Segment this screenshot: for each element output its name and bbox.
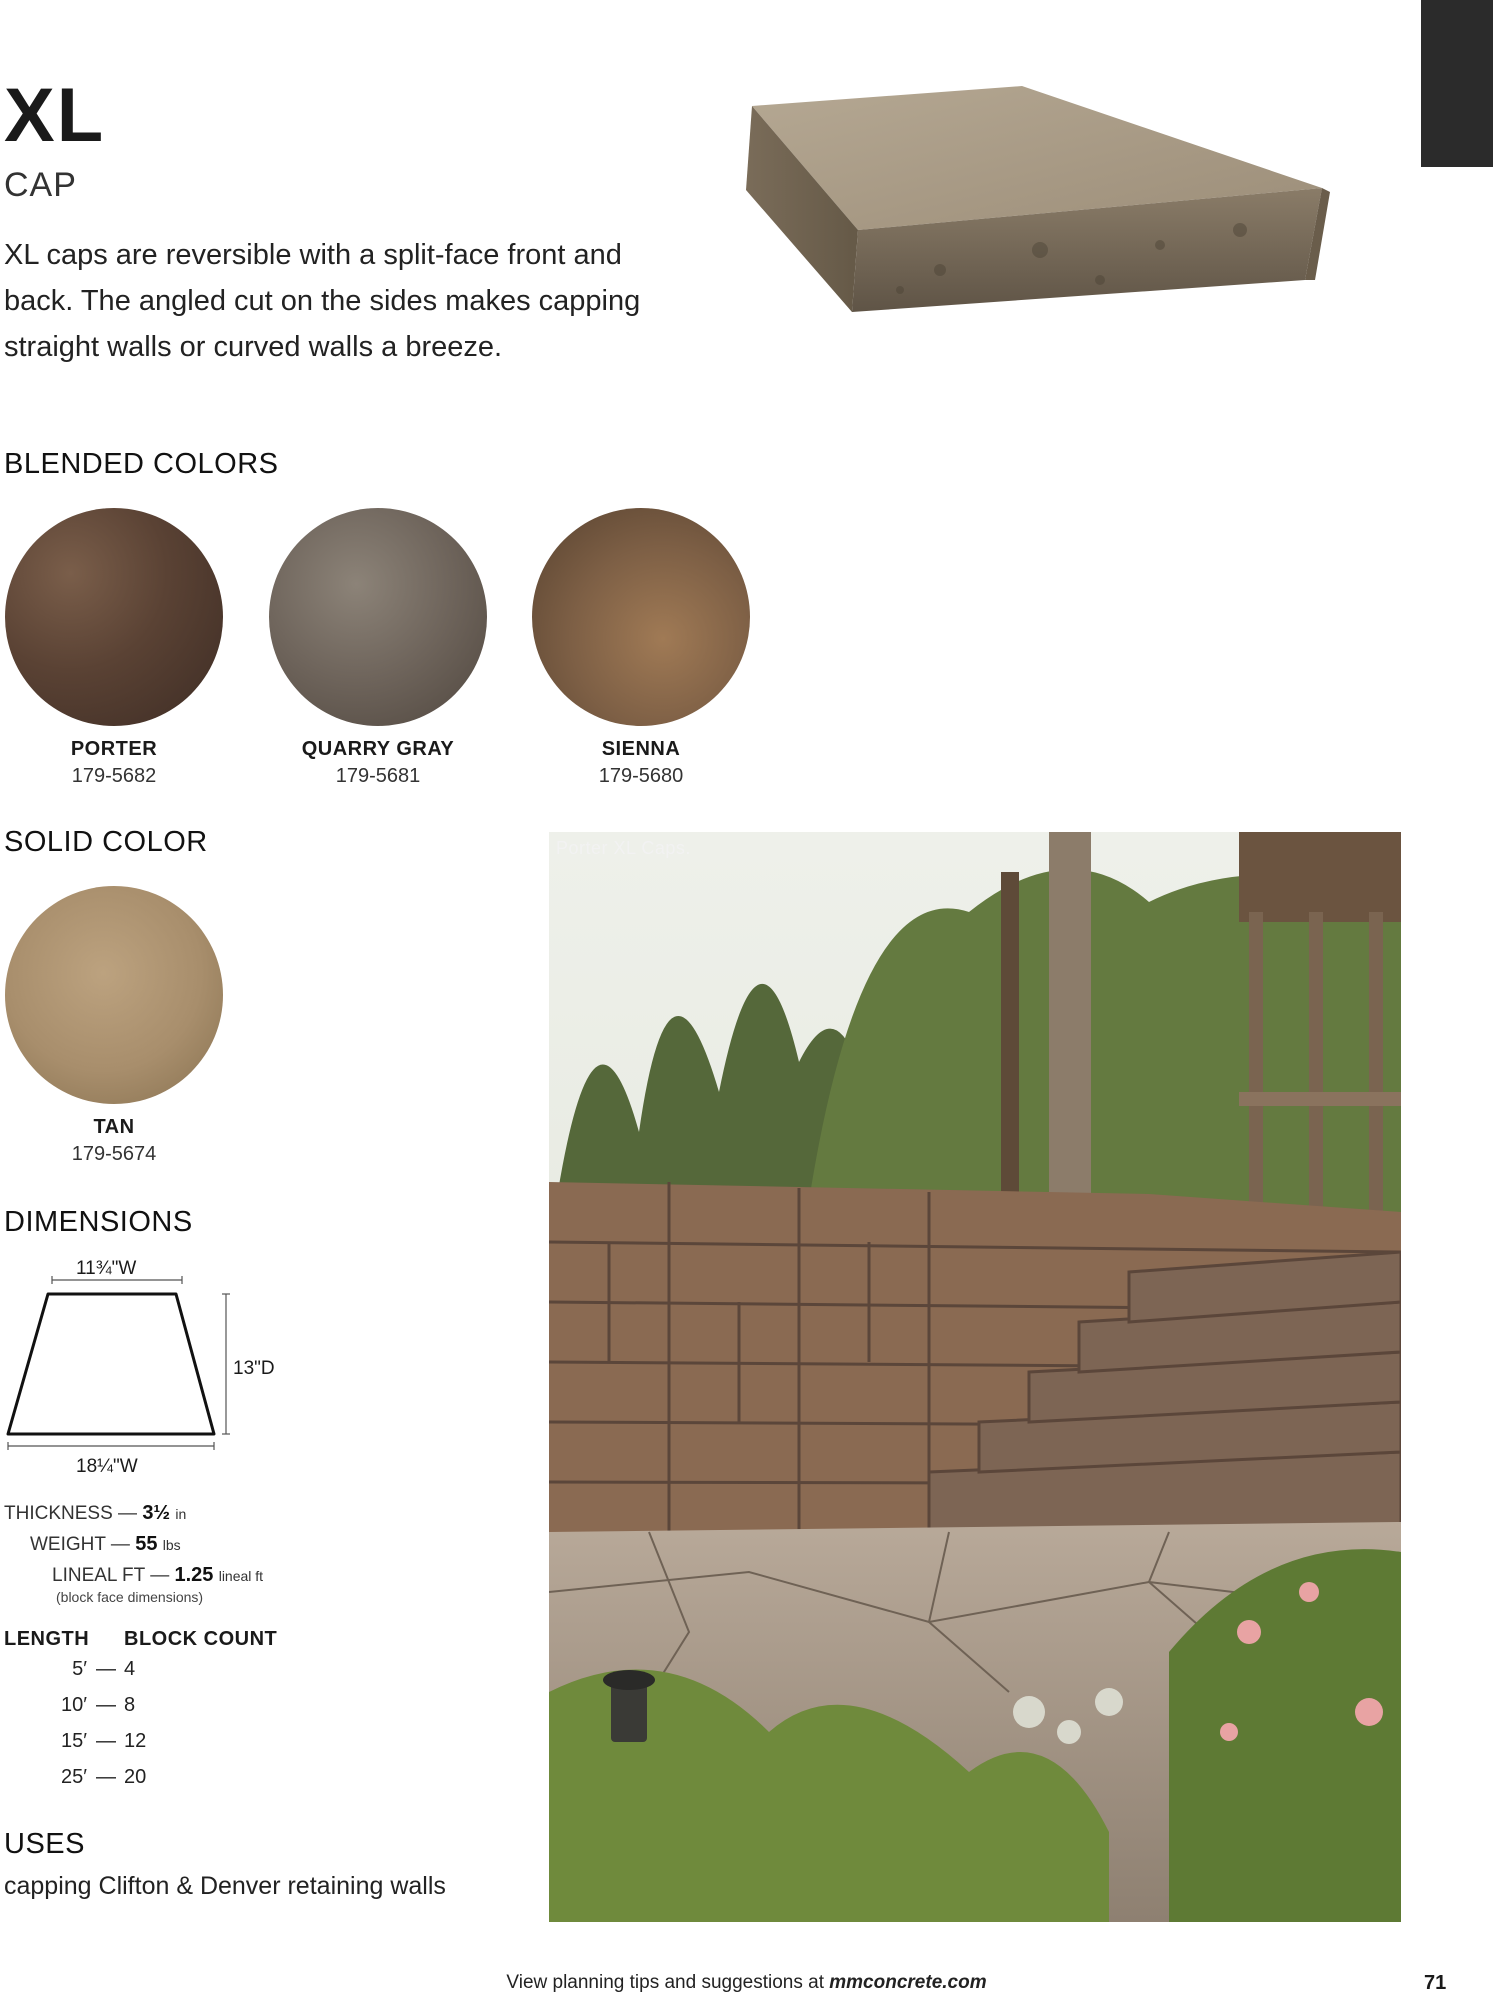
length-header: LENGTH [4, 1628, 90, 1650]
lineal-unit: lineal ft [218, 1568, 264, 1584]
swatch-code: 179-5681 [335, 765, 421, 787]
thickness-label: THICKNESS — [4, 1503, 138, 1524]
uses-heading: USES [4, 1828, 85, 1860]
row-dash: — [96, 1766, 116, 1788]
thickness-value: 3½ [142, 1502, 171, 1524]
row-dash: — [96, 1658, 116, 1680]
bottom-width-label: 18¼"W [76, 1456, 138, 1477]
swatch-circle [269, 508, 487, 726]
footer [0, 1972, 1493, 1994]
blended-colors-heading: BLENDED COLORS [4, 448, 279, 480]
top-width-label: 11¾"W [76, 1258, 137, 1279]
landscape-photo [549, 832, 1401, 1922]
swatch-name: TAN [93, 1116, 135, 1138]
swatch-name: SIENNA [601, 738, 681, 760]
lineal-value: 1.25 [174, 1564, 214, 1586]
row-count: 20 [124, 1766, 147, 1788]
depth-label: 13"D [233, 1358, 275, 1379]
swatch-code: 179-5680 [598, 765, 684, 787]
photo-caption: Porter XL Caps. [556, 838, 691, 858]
row-length: 15′ [61, 1730, 87, 1752]
dimension-note: (block face dimensions) [56, 1589, 204, 1605]
swatch-name: QUARRY GRAY [301, 738, 455, 760]
row-count: 4 [124, 1658, 136, 1680]
lineal-label: LINEAL FT — [52, 1565, 170, 1586]
lineal-spec [52, 1564, 263, 1587]
row-dash: — [96, 1694, 116, 1716]
weight-label: WEIGHT — [30, 1534, 130, 1555]
product-subtitle: CAP [4, 166, 77, 204]
thickness-unit: in [175, 1506, 187, 1522]
swatch-quarry-gray [268, 508, 488, 788]
block-count-header: BLOCK COUNT [124, 1628, 278, 1650]
weight-unit: lbs [162, 1537, 181, 1553]
dimensions-heading: DIMENSIONS [4, 1206, 193, 1238]
swatch-circle [5, 886, 223, 1104]
swatch-tan [4, 886, 224, 1166]
weight-value: 55 [135, 1533, 158, 1555]
uses-text: capping Clifton & Denver retaining walls [4, 1872, 446, 1900]
weight-spec [30, 1533, 181, 1556]
swatch-sienna [531, 508, 751, 788]
product-title: XL [4, 73, 106, 158]
footer-website-link[interactable]: mmconcrete.com [829, 1972, 987, 1993]
footer-text: View planning tips and suggestions at [506, 1972, 824, 1993]
xl-cap-block-image [740, 80, 1340, 380]
swatch-porter [4, 508, 224, 788]
page-corner-tab [1421, 0, 1493, 167]
swatch-circle [5, 508, 223, 726]
swatch-name: PORTER [70, 738, 158, 760]
row-length: 5′ [72, 1658, 87, 1680]
cap-shape-diagram [4, 1276, 234, 1454]
row-count: 12 [124, 1730, 147, 1752]
row-length: 25′ [61, 1766, 87, 1788]
row-count: 8 [124, 1694, 136, 1716]
swatch-code: 179-5674 [71, 1143, 157, 1165]
row-dash: — [96, 1730, 116, 1752]
row-length: 10′ [61, 1694, 87, 1716]
page-number: 71 [1424, 1972, 1447, 1994]
solid-color-heading: SOLID COLOR [4, 826, 208, 858]
thickness-spec [4, 1502, 186, 1525]
swatch-circle [532, 508, 750, 726]
swatch-code: 179-5682 [71, 765, 157, 787]
product-description: XL caps are reversible with a split-face front and back. The angled cut on the sides makes capping straight walls or curved walls a breeze. [4, 239, 641, 363]
